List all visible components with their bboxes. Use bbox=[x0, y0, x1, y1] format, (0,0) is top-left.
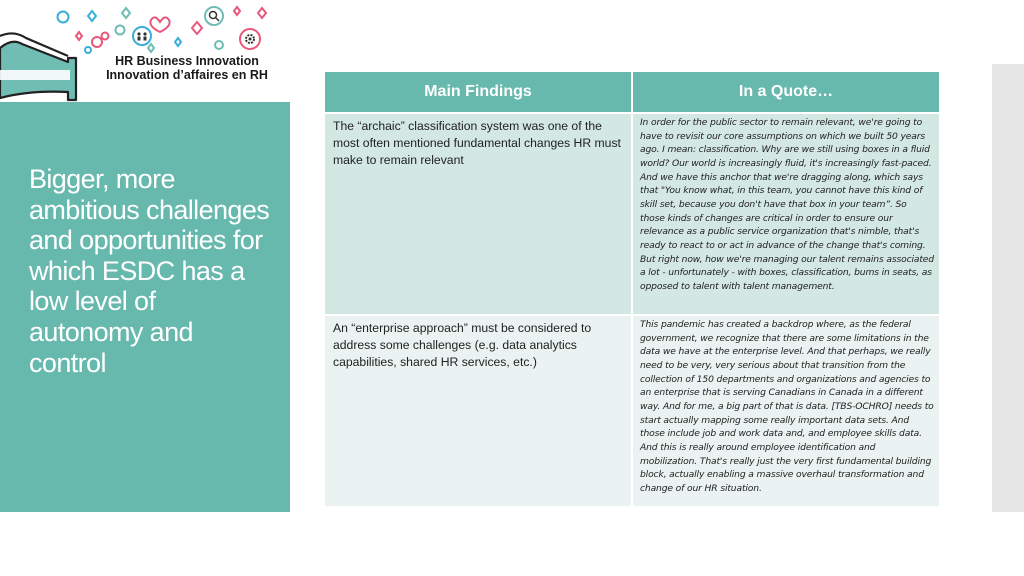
table-header-row bbox=[325, 72, 939, 113]
findings-table bbox=[325, 72, 939, 506]
flask-logo-graphic bbox=[0, 0, 290, 102]
diamond-sparkle-icon bbox=[175, 38, 181, 46]
side-panel bbox=[0, 102, 290, 512]
logo-title-fr: Innovation d’affaires en RH bbox=[106, 68, 268, 82]
finding-cell bbox=[325, 315, 632, 506]
circle-icon bbox=[215, 41, 223, 49]
header-in-a-quote: In a Quote… bbox=[632, 72, 939, 113]
finding-text: An “enterprise approach” must be considered to address some challenges (e.g. data analytics capabilities, shared HR services, etc.) bbox=[333, 321, 592, 369]
quote-text: This pandemic has created a backdrop where, as the federal government, we recognize that there are some limitations in the data we have at the enterprise level. And that perhaps, we really need to be very, very serious about that transition from the collection of 150 departments and organizations and agencies to an enterprise that is serving Canadians in Canada in a different way. And for me, a big part of that is data. [TBS-OCHRO] needs to start actually mapping some really important data sets. And those include job and work data and, and employee skills data. And this is really around employee identification and mobilization. That's really just the very first fundamental building block, actually enabling a massive overhaul transformation and change of our HR situation. bbox=[640, 319, 934, 494]
gear-icon bbox=[240, 29, 260, 49]
diamond-sparkle-icon bbox=[258, 8, 266, 18]
circle-icon bbox=[102, 33, 109, 40]
logo-title-en: HR Business Innovation bbox=[115, 54, 259, 68]
table-row bbox=[325, 113, 939, 315]
logo bbox=[0, 0, 290, 103]
diamond-sparkle-icon bbox=[122, 8, 130, 18]
circle-icon bbox=[58, 12, 69, 23]
magnifier-icon bbox=[205, 7, 223, 25]
right-edge-strip bbox=[992, 64, 1024, 512]
header-main-findings: Main Findings bbox=[325, 72, 632, 113]
quote-text: In order for the public sector to remain relevant, we're going to have to revisit our core assumptions on which we built 50 years ago. I mean: classification. Why are we still using boxes in a fluid world? Our world is increasingly fluid, it's increasingly fast-paced. And we have this anchor that we're dragging along, which says that "You know what, in this team, you cannot have this kind of skill set, because you don't have that box in your team”. So those kinds of changes are critical in order to ensure our relevance as a public service organization that's nimble, that's ready to react to or act in advance of the change that's coming. But right now, how we're managing our talent remains associated a lot - unfortunately - with boxes, classification, bums in seats, as opposed to talent with talent management. bbox=[640, 117, 934, 292]
circle-icon bbox=[85, 47, 91, 53]
finding-text: The “archaic” classification system was one of the most often mentioned fundamental changes HR must make to remain relevant bbox=[333, 119, 621, 167]
diamond-sparkle-icon bbox=[192, 22, 202, 34]
circle-icon bbox=[92, 37, 102, 47]
flask-icon bbox=[0, 33, 76, 100]
diamond-sparkle-icon bbox=[76, 32, 82, 40]
heart-icon bbox=[150, 17, 169, 32]
diamond-sparkle-icon bbox=[148, 44, 154, 52]
side-panel-title: Bigger, more ambitious challenges and opportunities for which ESDC has a low level of autonomy and control bbox=[29, 164, 270, 378]
finding-cell bbox=[325, 113, 632, 315]
quote-cell bbox=[632, 113, 939, 315]
table-row bbox=[325, 315, 939, 506]
circle-icon bbox=[116, 26, 125, 35]
diamond-sparkle-icon bbox=[88, 11, 96, 21]
diamond-sparkle-icon bbox=[234, 7, 240, 15]
quote-cell bbox=[632, 315, 939, 506]
people-icon bbox=[133, 27, 151, 45]
